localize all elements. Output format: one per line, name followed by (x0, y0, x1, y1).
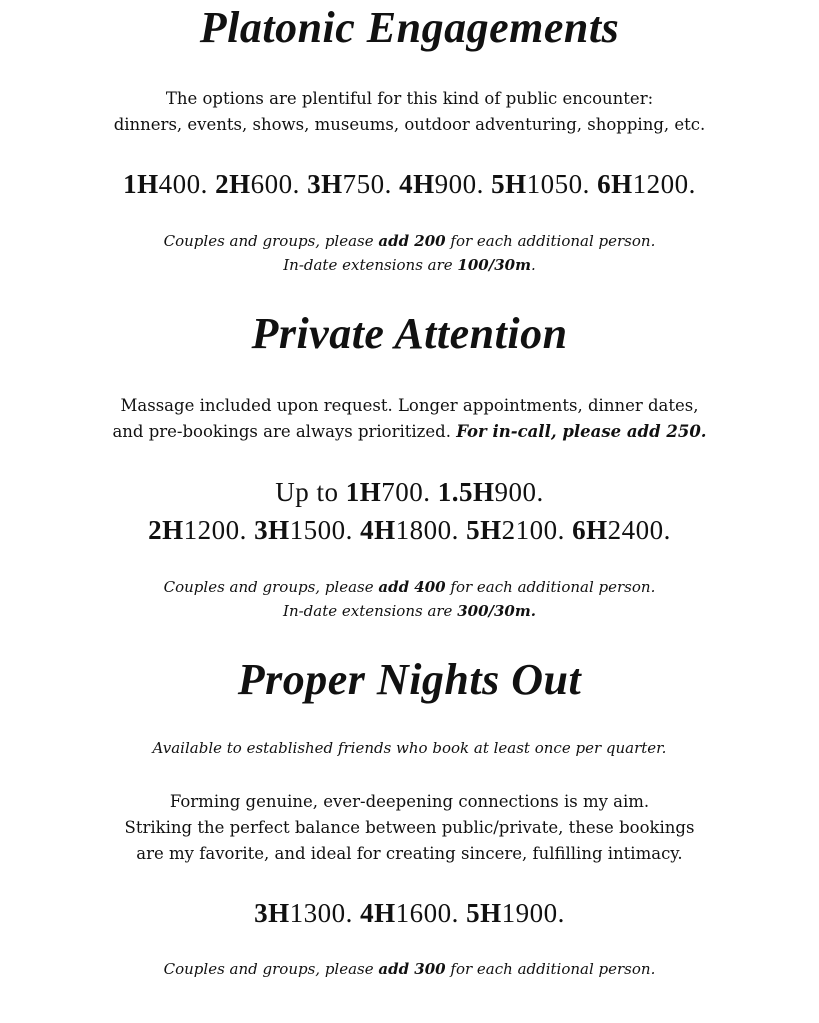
rate-item: 4H1600. (360, 898, 459, 928)
platonic-description-line-2: dinners, events, shows, museums, outdoor adventuring, shopping, etc. (113, 115, 706, 134)
nights-out-group-note: Couples and groups, please add 300 for each additional person. (163, 960, 656, 978)
section-title-private: Private Attention (251, 309, 568, 358)
rate-item: 6H1200. (597, 169, 696, 199)
rate-item: 6H2400. (572, 515, 671, 545)
section-title-nights-out: Proper Nights Out (237, 655, 582, 704)
rate-item: 4H900. (399, 169, 484, 199)
rate-item: 5H2100. (466, 515, 565, 545)
nights-out-availability: Available to established friends who book at least once per quarter. (152, 739, 667, 757)
rate-item: 2H600. (215, 169, 300, 199)
rate-item: 3H1500. (254, 515, 353, 545)
private-description-line-2: and pre-bookings are always prioritized. For in-call, please add 250. (112, 422, 707, 441)
platonic-description-line-1: The options are plentiful for this kind of public encounter: (165, 89, 654, 108)
nights-out-rates (0, 895, 819, 931)
rate-item: 4H1800. (360, 515, 459, 545)
private-rates-row-2 (0, 512, 819, 548)
rate-item: 1H700. (345, 477, 431, 507)
private-rates-row-1: Up to 1H700. 1.5H900. (275, 477, 544, 507)
platonic-extension-note: In-date extensions are 100/30m. (283, 256, 536, 274)
private-group-note: Couples and groups, please add 400 for each additional person. (163, 578, 656, 596)
nights-out-description-line-1: Forming genuine, ever-deepening connections is my aim. (169, 792, 650, 811)
rate-item: 2H1200. (148, 515, 247, 545)
nights-out-description-line-3: are my favorite, and ideal for creating sincere, fulfilling intimacy. (136, 844, 683, 863)
rate-item: 3H1300. (254, 898, 353, 928)
rate-item: 1H400. (123, 169, 208, 199)
nights-out-description-line-2: Striking the perfect balance between public/private, these bookings (124, 818, 695, 837)
platonic-group-note: Couples and groups, please add 200 for each additional person. (163, 232, 656, 250)
rate-item: 5H1050. (491, 169, 590, 199)
section-title-platonic: Platonic Engagements (199, 3, 620, 52)
rate-item: 1.5H900. (437, 477, 544, 507)
platonic-rates (0, 166, 819, 202)
private-description-line-1: Massage included upon request. Longer appointments, dinner dates, (120, 396, 699, 415)
private-extension-note: In-date extensions are 300/30m. (283, 602, 536, 620)
rate-item: 3H750. (307, 169, 392, 199)
rate-item: 5H1900. (466, 898, 565, 928)
